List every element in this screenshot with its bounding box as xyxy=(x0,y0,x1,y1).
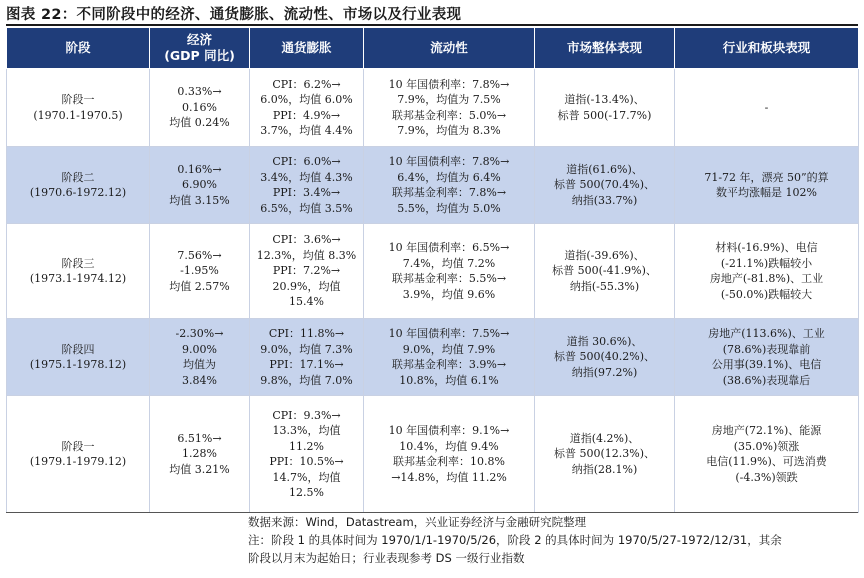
liquidity-cell xyxy=(364,224,535,319)
stage-line: 阶段一 xyxy=(61,93,95,106)
market-line: 纳指(-55.3%) xyxy=(569,279,640,293)
market-line: 道指 30.6%)、 xyxy=(566,334,643,348)
market-line: 道指(4.2%)、 xyxy=(569,431,640,445)
liquidity-line: 5.5%，均值为 5.0% xyxy=(397,201,501,215)
table-header-row xyxy=(7,28,859,69)
liquidity-line: 6.4%，均值为 6.4% xyxy=(397,170,501,184)
liquidity-line: 7.4%，均值 7.2% xyxy=(402,256,496,270)
inflation-line: CPI：6.0%→ xyxy=(272,155,341,168)
market-line: 道指(-13.4%)、 xyxy=(564,93,645,106)
economy-line: 3.84% xyxy=(182,373,217,387)
sector-cell xyxy=(675,69,859,147)
inflation-line: PPI：3.4%→ xyxy=(272,186,341,199)
inflation-line: 15.4% xyxy=(289,295,324,309)
economy-line: 6.90% xyxy=(182,178,217,192)
sector-line: (-4.3%)领跌 xyxy=(735,470,798,484)
inflation-line: 14.7%，均值 xyxy=(272,470,341,484)
sector-cell xyxy=(675,319,859,396)
sector-cell xyxy=(675,224,859,319)
economy-line: 7.56%→ xyxy=(177,248,222,262)
inflation-line: PPI：7.2%→ xyxy=(272,264,341,278)
market-line: 纳指(28.1%) xyxy=(571,462,638,476)
header-liquidity: 流动性 xyxy=(364,28,535,69)
economy-line: 0.33%→ xyxy=(177,85,222,99)
economy-line: 均值 2.57% xyxy=(169,279,230,293)
inflation-line: PPI：4.9%→ xyxy=(272,108,341,122)
liquidity-line: 联邦基金利率：3.9%→ xyxy=(391,358,507,371)
sector-cell xyxy=(675,396,859,513)
stage-line: 阶段三 xyxy=(61,256,95,270)
liquidity-line: 10.8%，均值 6.1% xyxy=(399,373,499,387)
market-line: 标普 500(12.3%)、 xyxy=(553,447,656,461)
inflation-cell xyxy=(250,224,364,319)
market-cell xyxy=(535,224,675,319)
liquidity-line: 联邦基金利率：10.8% xyxy=(393,455,505,468)
economy-cell xyxy=(150,224,250,319)
footnote-note-cont: 阶段以月末为起始日；行业表现参考 DS 一级行业指数 xyxy=(248,551,525,565)
inflation-cell xyxy=(250,319,364,396)
stage-line: 阶段二 xyxy=(61,170,95,184)
inflation-line: 3.7%，均值 4.4% xyxy=(260,124,353,137)
header-sector: 行业和板块表现 xyxy=(675,28,859,69)
stage-line: 阶段一 xyxy=(61,439,95,453)
table-row xyxy=(7,319,859,396)
bottom-rule xyxy=(6,512,858,513)
liquidity-cell xyxy=(364,147,535,224)
stage-performance-table xyxy=(6,27,859,513)
liquidity-line: 联邦基金利率：5.5%→ xyxy=(391,272,507,285)
inflation-line: 6.0%，均值 6.0% xyxy=(260,93,353,106)
inflation-cell xyxy=(250,69,364,147)
sector-line: 71-72 年，漂亮 50”的算 xyxy=(704,170,829,184)
liquidity-line: 10 年国债利率：7.8%→ xyxy=(388,155,510,168)
inflation-line: CPI：6.2%→ xyxy=(272,77,341,91)
economy-line: 均值 3.15% xyxy=(169,193,230,207)
liquidity-cell xyxy=(364,319,535,396)
liquidity-line: 联邦基金利率：7.8%→ xyxy=(391,186,507,199)
table-row xyxy=(7,224,859,319)
stage-line: (1975.1-1978.12) xyxy=(29,358,127,371)
inflation-line: CPI：9.3%→ xyxy=(272,408,341,422)
inflation-line: 12.3%，均值 8.3% xyxy=(256,248,357,262)
table-row xyxy=(7,396,859,513)
market-line: 标普 500(-17.7%) xyxy=(557,108,652,122)
inflation-line: CPI：3.6%→ xyxy=(272,233,341,247)
stage-cell xyxy=(7,224,150,319)
sector-line: (-50.0%)跌幅较大 xyxy=(720,287,813,301)
liquidity-line: 10 年国债利率：6.5%→ xyxy=(388,241,510,254)
stage-cell xyxy=(7,319,150,396)
market-line: 道指(61.6%)、 xyxy=(566,162,643,176)
header-economy: 经济 (GDP 同比) xyxy=(150,28,250,69)
sector-line: 房地产(-81.8%)、工业 xyxy=(709,272,824,285)
economy-cell xyxy=(150,69,250,147)
liquidity-cell xyxy=(364,396,535,513)
stage-line: (1970.1-1970.5) xyxy=(33,108,123,122)
economy-line: 9.00% xyxy=(182,342,217,356)
economy-line: 1.28% xyxy=(182,447,217,461)
stage-line: 阶段四 xyxy=(61,342,95,356)
liquidity-line: 3.9%，均值 9.6% xyxy=(402,287,496,301)
sector-line: (35.0%)领涨 xyxy=(733,439,800,453)
stage-cell xyxy=(7,147,150,224)
liquidity-line: 10 年国债利率：7.8%→ xyxy=(388,77,510,91)
economy-line: 均值 3.21% xyxy=(169,462,230,476)
sector-line: (38.6%)表现靠后 xyxy=(722,373,811,387)
sector-line: 材料(-16.9%)、电信 xyxy=(715,241,818,254)
inflation-line: 12.5% xyxy=(289,486,324,499)
liquidity-line: 9.0%，均值 7.9% xyxy=(402,342,496,356)
sector-line: 房地产(113.6%)、工业 xyxy=(708,327,825,340)
inflation-cell xyxy=(250,147,364,224)
stage-cell xyxy=(7,69,150,147)
market-line: 标普 500(40.2%)、 xyxy=(553,350,656,364)
economy-line: -2.30%→ xyxy=(175,327,224,340)
stage-line: (1970.6-1972.12) xyxy=(29,186,127,199)
economy-cell xyxy=(150,147,250,224)
liquidity-cell xyxy=(364,69,535,147)
table-row xyxy=(7,147,859,224)
economy-line: 0.16% xyxy=(182,100,217,114)
liquidity-line: 7.9%，均值为 7.5% xyxy=(397,93,501,106)
sector-line: 电信(11.9%)、可选消费 xyxy=(706,455,827,468)
sector-line: 数平均涨幅是 102% xyxy=(716,186,817,199)
economy-line: -1.95% xyxy=(180,264,219,278)
inflation-line: 9.8%，均值 7.0% xyxy=(260,373,353,387)
inflation-line: 3.4%，均值 4.3% xyxy=(260,170,353,184)
market-line: 标普 500(70.4%)、 xyxy=(553,178,656,192)
sector-line: - xyxy=(764,100,769,114)
liquidity-line: 10.4%，均值 9.4% xyxy=(399,439,499,453)
sector-cell xyxy=(675,147,859,224)
liquidity-line: 7.9%，均值为 8.3% xyxy=(397,124,501,137)
inflation-line: 9.0%，均值 7.3% xyxy=(260,342,353,356)
liquidity-line: 10 年国债利率：7.5%→ xyxy=(388,327,510,340)
footnote-source: 数据来源：Wind，Datastream，兴业证券经济与金融研究院整理 xyxy=(248,515,587,529)
header-market: 市场整体表现 xyxy=(535,28,675,69)
sector-line: 房地产(72.1%)、能源 xyxy=(711,424,822,437)
market-line: 道指(-39.6%)、 xyxy=(564,248,645,262)
economy-line: 0.16%→ xyxy=(177,162,222,176)
liquidity-line: →14.8%，均值 11.2% xyxy=(391,470,507,484)
inflation-line: 13.3%，均值 xyxy=(272,424,341,437)
market-line: 纳指(33.7%) xyxy=(571,193,638,207)
header-inflation: 通货膨胀 xyxy=(250,28,364,69)
market-line: 纳指(97.2%) xyxy=(571,365,638,379)
sector-line: (78.6%)表现靠前 xyxy=(722,342,811,356)
figure-title: 图表 22：不同阶段中的经济、通货膨胀、流动性、市场以及行业表现 xyxy=(6,7,462,23)
inflation-cell xyxy=(250,396,364,513)
economy-cell xyxy=(150,396,250,513)
economy-cell xyxy=(150,319,250,396)
inflation-line: 11.2% xyxy=(289,439,324,453)
sector-line: (-21.1%)跌幅较小 xyxy=(720,256,813,270)
market-cell xyxy=(535,396,675,513)
market-cell xyxy=(535,69,675,147)
economy-line: 6.51%→ xyxy=(177,431,222,445)
stage-line: (1979.1-1979.12) xyxy=(29,455,127,468)
footnote-note: 注：阶段 1 的具体时间为 1970/1/1-1970/5/26，阶段 2 的具体时间为 1970/5/27-1972/12/31，其余 xyxy=(248,533,782,547)
top-rule xyxy=(6,24,858,26)
liquidity-line: 10 年国债利率：9.1%→ xyxy=(388,424,510,437)
inflation-line: CPI：11.8%→ xyxy=(268,327,345,340)
stage-line: (1973.1-1974.12) xyxy=(29,272,127,285)
inflation-line: PPI：10.5%→ xyxy=(269,455,344,468)
economy-line: 均值 0.24% xyxy=(169,116,230,130)
market-cell xyxy=(535,319,675,396)
sector-line: 公用事(39.1%)、电信 xyxy=(711,358,822,371)
economy-line: 均值为 xyxy=(183,358,216,371)
market-cell xyxy=(535,147,675,224)
inflation-line: PPI：17.1%→ xyxy=(269,358,344,371)
market-line: 标普 500(-41.9%)、 xyxy=(552,264,657,278)
inflation-line: 20.9%，均值 xyxy=(272,279,341,293)
inflation-line: 6.5%，均值 3.5% xyxy=(260,201,353,215)
stage-cell xyxy=(7,396,150,513)
header-stage: 阶段 xyxy=(7,28,150,69)
table-row xyxy=(7,69,859,147)
liquidity-line: 联邦基金利率：5.0%→ xyxy=(391,108,507,122)
